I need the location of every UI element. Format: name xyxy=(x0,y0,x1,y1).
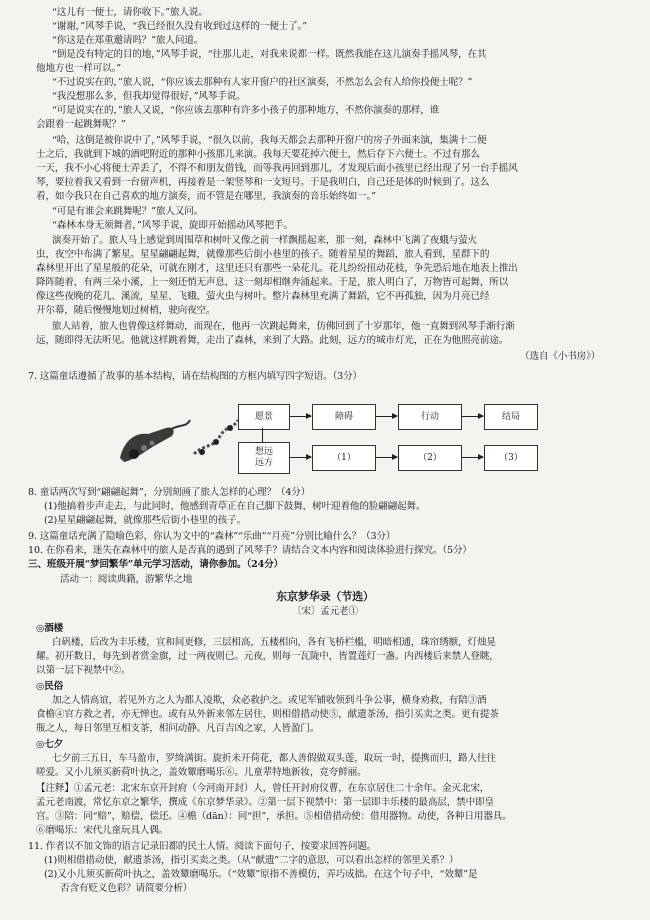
story-line: “你这是在郑重邀请吗？”旅人问道。 xyxy=(52,35,204,46)
story-source: （选自《小书房》） xyxy=(520,351,601,362)
arrow-icon xyxy=(375,416,397,417)
story-line: “可是说实在的，”旅人又说，“你应该去那种有许多小孩子的那种地方，不然你演奏的那样，谁 xyxy=(52,105,440,116)
question-8-item: (1)他搞着步声走去，与此同时，他感到青草正在自己脚下鼓舞，树叶迎着他的脸翩翩起舞。 xyxy=(44,501,426,512)
arrow-icon xyxy=(461,457,483,458)
excerpt-line: 耀。初开数日，每先到者赏金旗，过一两夜则已。元夜，则每一瓦陇中，皆置莲灯一盏。内西楼后来禁人登眺， xyxy=(36,651,499,662)
story-line: 会跟着一起跳舞呢？” xyxy=(36,119,126,130)
story-line: 一天，我不小心将便士弄丢了，不得不和朋友借钱，而等我再回到那儿，才发现后面小孩里已经出现了另一台手摇风 xyxy=(36,163,518,174)
story-line: “谢谢，”风琴手说，“我已经很久没有收到过这样的一便士了。” xyxy=(52,21,307,32)
excerpt-line: 食檐④官方救之者，亦无惮也。或有从外新来邻左居住，则相借措动使⑤，献遗茶汤，指引买卖之类。更有提茶 xyxy=(36,709,499,720)
story-line: 演奏开始了。旅人马上感觉到周围草和树叶又像之前一样飘摇起来，那一刻，森林中飞满了夜蛾与萤火 xyxy=(52,235,477,246)
section-3-heading: 三、班级开展“梦回繁华”单元学习活动，请你参加。（24分） xyxy=(28,559,284,570)
excerpt-author: 〔宋〕孟元老① xyxy=(291,606,359,617)
notes-line: 宫。③陪：同“赔”，赔偿，偿还。④檐（dān）：同“担”，承担。⑤相借措动使：借用器物。动使，各种日用器具。 xyxy=(36,811,512,822)
story-line: 琴，要拉着我又看到一台留声机，再接着是一架竖琴和一支短号。于是我明白，自己还是体的时候到了。这么 xyxy=(36,177,490,188)
story-line: “我没想那么多，但我却觉得很好，”风琴手说。 xyxy=(52,91,246,102)
origin-box: 想远 远方 xyxy=(238,442,290,474)
story-line: 森林里开出了星星般的花朵，可就在刚才，这里还只有那些一朵花儿。花儿纷纷扭动花枝，争先恐后地在地表上推出 xyxy=(36,263,518,274)
connector-line xyxy=(262,428,263,442)
question-11-item: (2)又小儿须买新荷叶执之，盖效颦磨喝乐。（“效颦”原指不善模仿，弄巧成拙。在这个句子中，“效颦”是 xyxy=(44,869,478,880)
question-11-item: 否含有贬义色彩？请简要分析） xyxy=(60,883,193,894)
story-line: 开尔幕，随后慢慢地划过树梢，驶向夜空。 xyxy=(36,305,216,316)
arrow-icon xyxy=(289,416,311,417)
wish-box: 愿景 xyxy=(238,404,290,430)
story-line: 旅人站着，旅人也曾像这样舞动，而现在，他再一次跳起舞来，仿佛回到了十岁那年，他一直舞到风琴手渐行渐 xyxy=(52,321,515,332)
notes-line: 孟元老南渡，常忆东京之繁华，撰成《东京梦华录》。②第一层下视禁中：第一层即丰乐楼的最高层，禁中即皇 xyxy=(36,797,494,808)
story-line: 像这些夜晚的花儿、溪流，星星、飞蛾、萤火虫与树叶。整片森林里充满了舞蹈，它不再孤独，因为月亮已经 xyxy=(36,291,490,302)
arrow-icon xyxy=(289,457,311,458)
excerpt-line: 白矾楼，后改为丰乐楼，宣和间更修，三层相高，五楼相向，各有飞桥栏槛，明暗相通，珠帘绣额，灯烛晃 xyxy=(52,637,496,648)
excerpt-title: 东京梦华录（节选） xyxy=(276,590,374,603)
action-box: 行动 xyxy=(398,404,462,430)
excerpt-line: 以第一层下视禁中②。 xyxy=(36,665,131,676)
question-9: 9. 这篇童话充满了隐喻色彩，你认为文中的“森林”“乐曲”“月亮”分别比喻什么？（3分） xyxy=(28,531,396,542)
story-structure-diagram xyxy=(110,392,530,484)
story-line: “哈，这倒是被你说中了，”风琴手说，“很久以前，我每天都会去那种开窗户的房子外面来演，集满十二便 xyxy=(52,135,487,146)
question-7: 7. 这篇童话遵循了故事的基本结构，请在结构图的方框内填写四字短语。（3分） xyxy=(28,371,362,382)
story-line: “森林本身无须舞者，”风琴手说，旋即开始摇动风琴把手。 xyxy=(52,220,293,231)
section-heading-jiulou: ◎酒楼 xyxy=(36,623,64,634)
ending-box: 结局 xyxy=(484,404,538,430)
question-8-item: (2)星星翩翩起舞，就像那些后街小巷里的孩子。 xyxy=(44,515,247,526)
story-line: 他地方也一样可以。” xyxy=(36,63,121,74)
excerpt-line: 瓶之人，每日邻里互相支茶，相问动静。凡百吉凶之家，人皆盈门。 xyxy=(36,723,320,734)
story-line: 士之后，我就到下城的酒吧附近的那种小孩那儿来演。我每天要花掉六便士，然后存下六便士。不过有那么 xyxy=(36,149,480,160)
section-heading-minsu: ◎民俗 xyxy=(36,681,64,692)
story-line: 看，如今我只在自己喜欢的地方演奏，而不管是在哪里，我演奏的音乐始终如一。” xyxy=(36,191,376,202)
story-line: 降阵随着，有两三朵小溪，上一刻还悄无声息，这一刻却相继奔涌起来。于是，旅人明白了，万物皆可起舞，所以 xyxy=(36,277,509,288)
notes-line: 【注释】①孟元老：北宋东京开封府（今河南开封）人，曾任开封府仪曹，在东京居住二十余年。金灭北宋， xyxy=(36,783,490,794)
section-heading-qixi: ◎七夕 xyxy=(36,739,64,750)
excerpt-line: 嗟爱。又小儿须买新荷叶执之，盖效颦磨喝乐⑥。儿童辈特地新妆，竞夸鲜丽。 xyxy=(36,767,367,778)
blank-1-box[interactable]: （1） xyxy=(312,445,376,471)
obstacle-box: 障碍 xyxy=(312,404,376,430)
story-line: “不过说实在的，”旅人说，“你应该去那种有人家开窗户的社区演奏，不然怎么会有人给你投便士呢？” xyxy=(52,77,473,88)
saxophone-illustration xyxy=(114,410,194,466)
question-11: 11. 作者以不加文饰的语言记录旧都的民土人情。阅读下面句子，按要求回答问题。 xyxy=(28,841,377,852)
activity-1-heading: 活动一：阅读典籍，游繁华之地 xyxy=(60,574,193,585)
blank-3-box[interactable]: （3） xyxy=(484,445,538,471)
story-line: 虫，夜空中布满了繁星。星星翩翩起舞，就像那些后街小巷里的孩子。随着星星的舞蹈，旅人看到，星群下的 xyxy=(36,249,490,260)
story-line: “倒是没有特定的目的地，”风琴手说，“往那儿走，对我来说都一样。既然我能在这儿演奏手摇风琴，在其 xyxy=(52,49,487,60)
arrow-icon xyxy=(461,416,483,417)
story-line: “这儿有一便士，请你收下。”旅人说。 xyxy=(52,7,208,18)
story-line: 远，随即得无法听见。他就这样跳着舞，走出了森林，来到了大路。此刻，远方的城市灯光，正在为他照亮前途。 xyxy=(36,335,509,346)
arrow-icon xyxy=(375,457,397,458)
excerpt-line: 七夕前三五日，车马盈市，罗绮满街。旋折未开荷花，都人善假做双头莲，取玩一时，提携而归，路人往往 xyxy=(52,753,496,764)
story-line: “可是有谁会来跳舞呢？”旅人又问。 xyxy=(52,206,204,217)
question-10: 10. 在你看来，迷失在森林中的旅人是否真的遇到了风琴手？请结合文本内容和阅读体验进行探究。（5分） xyxy=(28,545,472,556)
blank-2-box[interactable]: （2） xyxy=(398,445,462,471)
question-8: 8. 童话两次写到“翩翩起舞”，分别刻画了旅人怎样的心理？（4分） xyxy=(28,487,311,498)
excerpt-line: 加之人情高谊，若见外方之人为都人凌欺，众必救护之。或见军铺收领到斗争公事，横身劝救，有陪③酒 xyxy=(52,695,487,706)
question-11-item: (1)则相借措动使，献遗茶汤，指引买卖之类。（从“献遗”二字的意思，可以看出怎样的邻里关系？） xyxy=(44,855,459,866)
music-notes-icon xyxy=(190,414,240,464)
notes-line: ⑥磨喝乐：宋代儿童玩具人偶。 xyxy=(36,825,169,836)
